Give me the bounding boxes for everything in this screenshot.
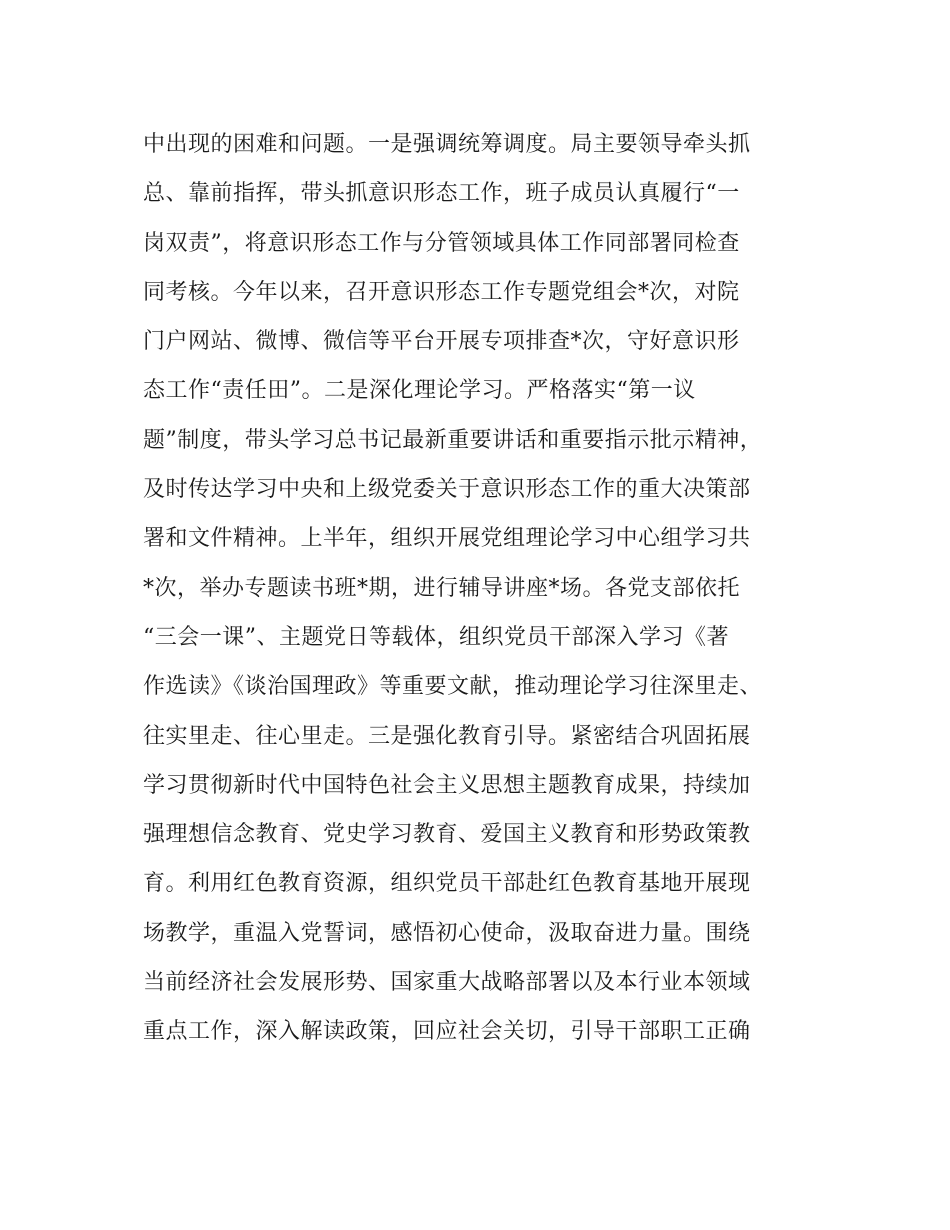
text-line-15: 强理想信念教育、党史学习教育、爱国主义教育和形势政策教 (143, 822, 751, 848)
text-line-11: “三会一课”、主题党日等载体，组织党员干部深入学习《著 (143, 624, 729, 650)
text-line-14: 学习贯彻新时代中国特色社会主义思想主题教育成果，持续加 (143, 772, 751, 798)
text-line-7: 题”制度，带头学习总书记最新重要讲话和重要指示批示精神， (143, 427, 763, 453)
text-line-9: 署和文件精神。上半年，组织开展党组理论学习中心组学习共 (143, 526, 751, 552)
text-line-4: 同考核。今年以来，召开意识形态工作专题党组会*次，对院 (143, 279, 740, 305)
text-line-17: 场教学，重温入党誓词，感悟初心使命，汲取奋进力量。围绕 (143, 920, 751, 946)
text-line-1: 中出现的困难和问题。一是强调统筹调度。局主要领导牵头抓 (143, 132, 751, 157)
text-line-13: 往实里走、往心里走。三是强化教育引导。紧密结合巩固拓展 (143, 723, 751, 749)
text-line-19: 重点工作，深入解读政策，回应社会关切，引导干部职工正确 (143, 1019, 751, 1045)
text-line-16: 育。利用红色教育资源，组织党员干部赴红色教育基地开展现 (143, 871, 751, 897)
text-line-5: 门户网站、微博、微信等平台开展专项排查*次，守好意识形 (143, 329, 740, 355)
text-line-8: 及时传达学习中央和上级党委关于意识形态工作的重大决策部 (143, 477, 751, 503)
text-line-18: 当前经济社会发展形势、国家重大战略部署以及本行业本领域 (143, 970, 751, 996)
text-line-6: 态工作“责任田”。二是深化理论学习。严格落实“第一议 (143, 378, 696, 404)
body-paragraph (143, 120, 843, 1057)
text-line-3: 岗双责”，将意识形态工作与分管领域具体工作同部署同检查 (143, 230, 740, 256)
text-line-2: 总、靠前指挥，带头抓意识形态工作，班子成员认真履行“一 (143, 181, 740, 207)
text-line-12: 作选读》《谈治国理政》等重要文献，推动理论学习往深里走、 (143, 674, 763, 700)
text-line-10: *次，举办专题读书班*期，进行辅导讲座*场。各党支部依托 (143, 575, 741, 601)
